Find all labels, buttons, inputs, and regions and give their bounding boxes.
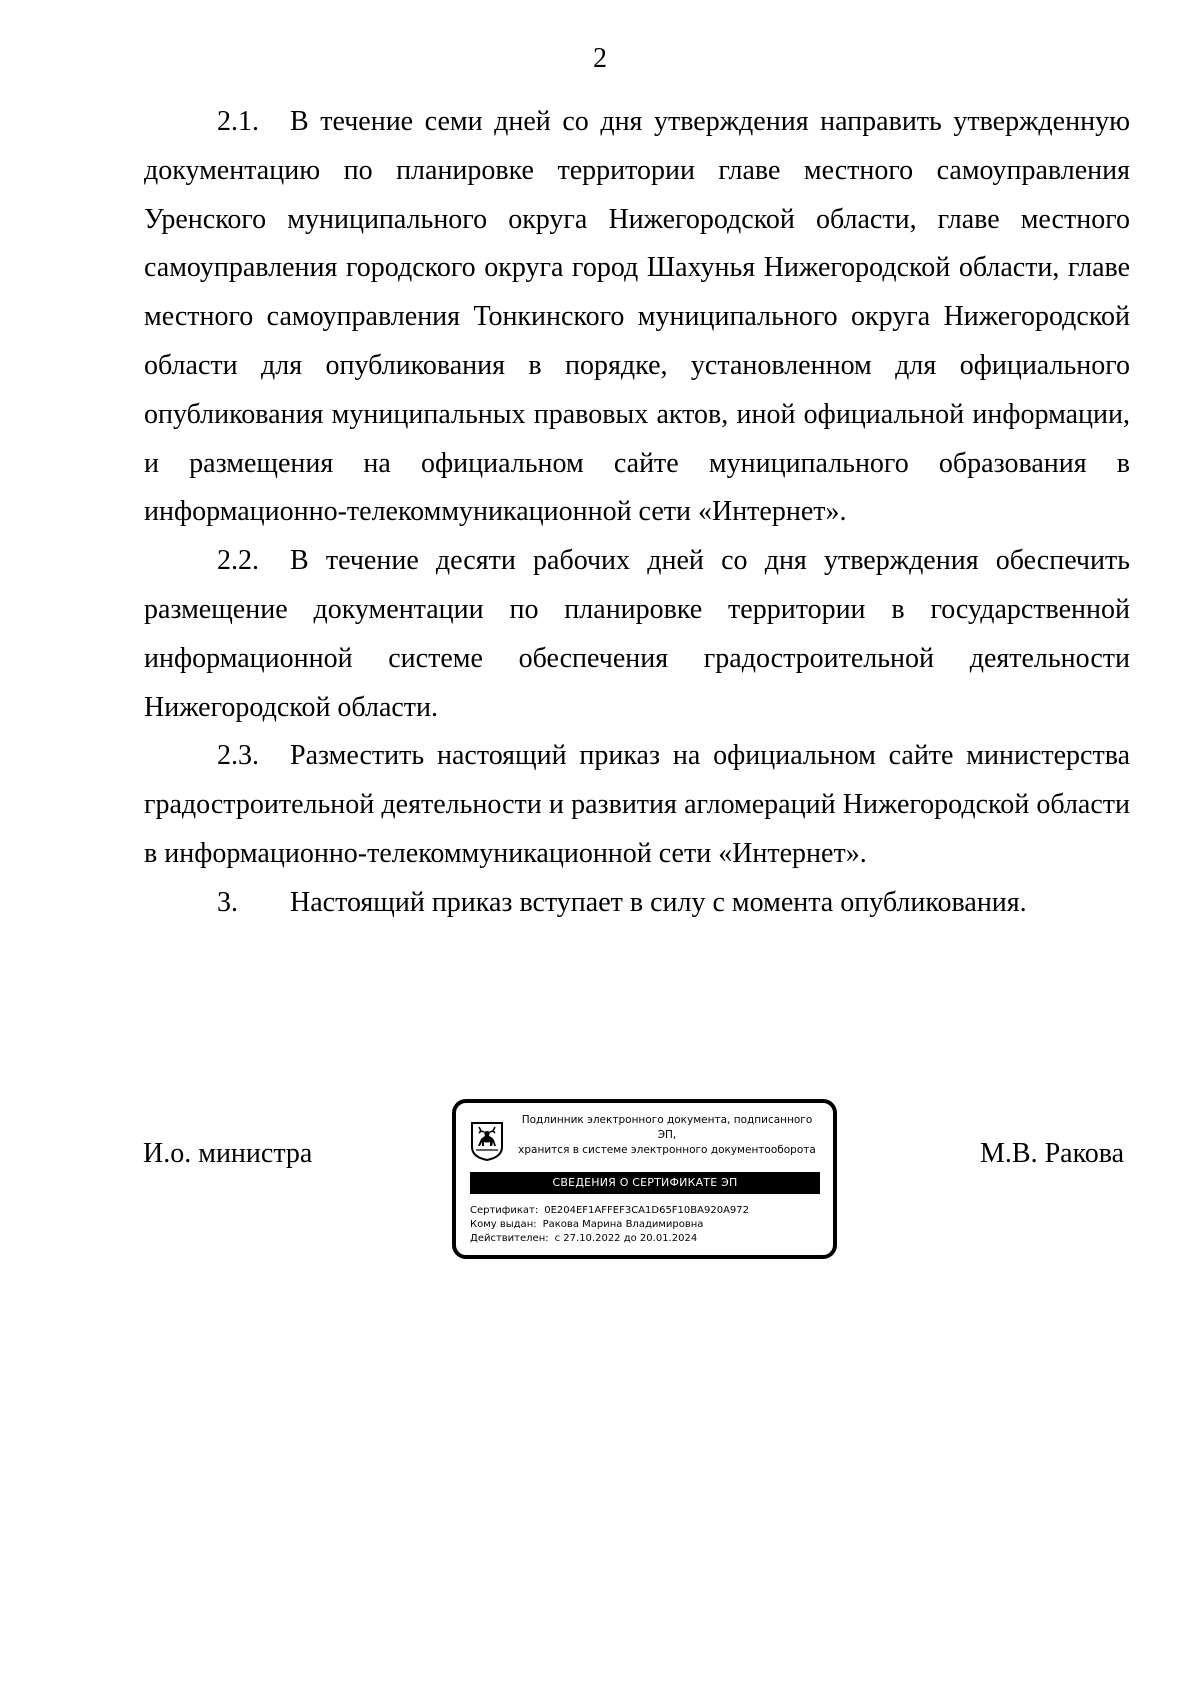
- paragraph-text: В течение семи дней со дня утверждения направить утвержденную документацию по планировке территории главе местного самоуправления Уренского муниципального округа Нижегородской области, главе местного самоуправления городского округа город Шахунья Нижегородской области, главе местного самоуправления Тонкинского муниципального округа Нижегородской области для опубликования в порядке, установленном для официального опубликования муниципальных правовых актов, иной официальной информации, и размещения на официальном сайте муниципального образования в информационно-телекоммуникационной сети «Интернет».: [144, 106, 1130, 528]
- stamp-header-line: Подлинник электронного документа, подписанного ЭП,: [521, 1114, 813, 1141]
- document-body: [144, 98, 1130, 928]
- certificate-label: Сертификат:: [470, 1205, 539, 1216]
- paragraph-text: В течение десяти рабочих дней со дня утверждения обеспечить размещение документации по планировке территории в государственной информационной системе обеспечения градостроительной деятельности Нижегородской области.: [144, 545, 1130, 723]
- paragraph-2-3: [144, 732, 1130, 878]
- page-number: 2: [593, 43, 607, 74]
- issued-to-line: [470, 1218, 830, 1232]
- paragraph-2-1: [144, 98, 1130, 537]
- stamp-certificate-title: СВЕДЕНИЯ О СЕРТИФИКАТЕ ЭП: [470, 1172, 820, 1194]
- signatory-position: И.о. министра: [143, 1138, 313, 1169]
- paragraph-text: Настоящий приказ вступает в силу с момента опубликования.: [290, 886, 1027, 918]
- validity-label: Действителен:: [470, 1233, 549, 1244]
- stamp-header: [512, 1113, 822, 1158]
- stamp-header-line: хранится в системе электронного документооборота: [518, 1144, 816, 1156]
- paragraph-2-2: [144, 537, 1130, 732]
- certificate-value: 0E204EF1AFFEF3CA1D65F10BA920A972: [544, 1205, 749, 1216]
- signatory-name: М.В. Ракова: [980, 1138, 1125, 1169]
- issued-to-value: Ракова Марина Владимировна: [542, 1219, 704, 1230]
- paragraph-number: 2.3.: [217, 740, 259, 772]
- validity-line: [470, 1232, 830, 1246]
- paragraph-number: 3.: [217, 886, 238, 918]
- signature-block: [0, 1097, 1200, 1269]
- certificate-line: [470, 1204, 830, 1218]
- electronic-signature-stamp: [452, 1099, 837, 1259]
- stamp-certificate-details: [470, 1204, 830, 1246]
- paragraph-number: 2.1.: [217, 106, 259, 137]
- paragraph-3: [144, 879, 1130, 928]
- issued-to-label: Кому выдан:: [470, 1219, 537, 1230]
- validity-value: с 27.10.2022 до 20.01.2024: [554, 1233, 698, 1244]
- deer-emblem-icon: [470, 1121, 504, 1161]
- paragraph-number: 2.2.: [217, 545, 259, 577]
- paragraph-text: Разместить настоящий приказ на официальном сайте министерства градостроительной деятельности и развития агломераций Нижегородской области в информационно-телекоммуникационной сети «Интернет».: [144, 740, 1130, 869]
